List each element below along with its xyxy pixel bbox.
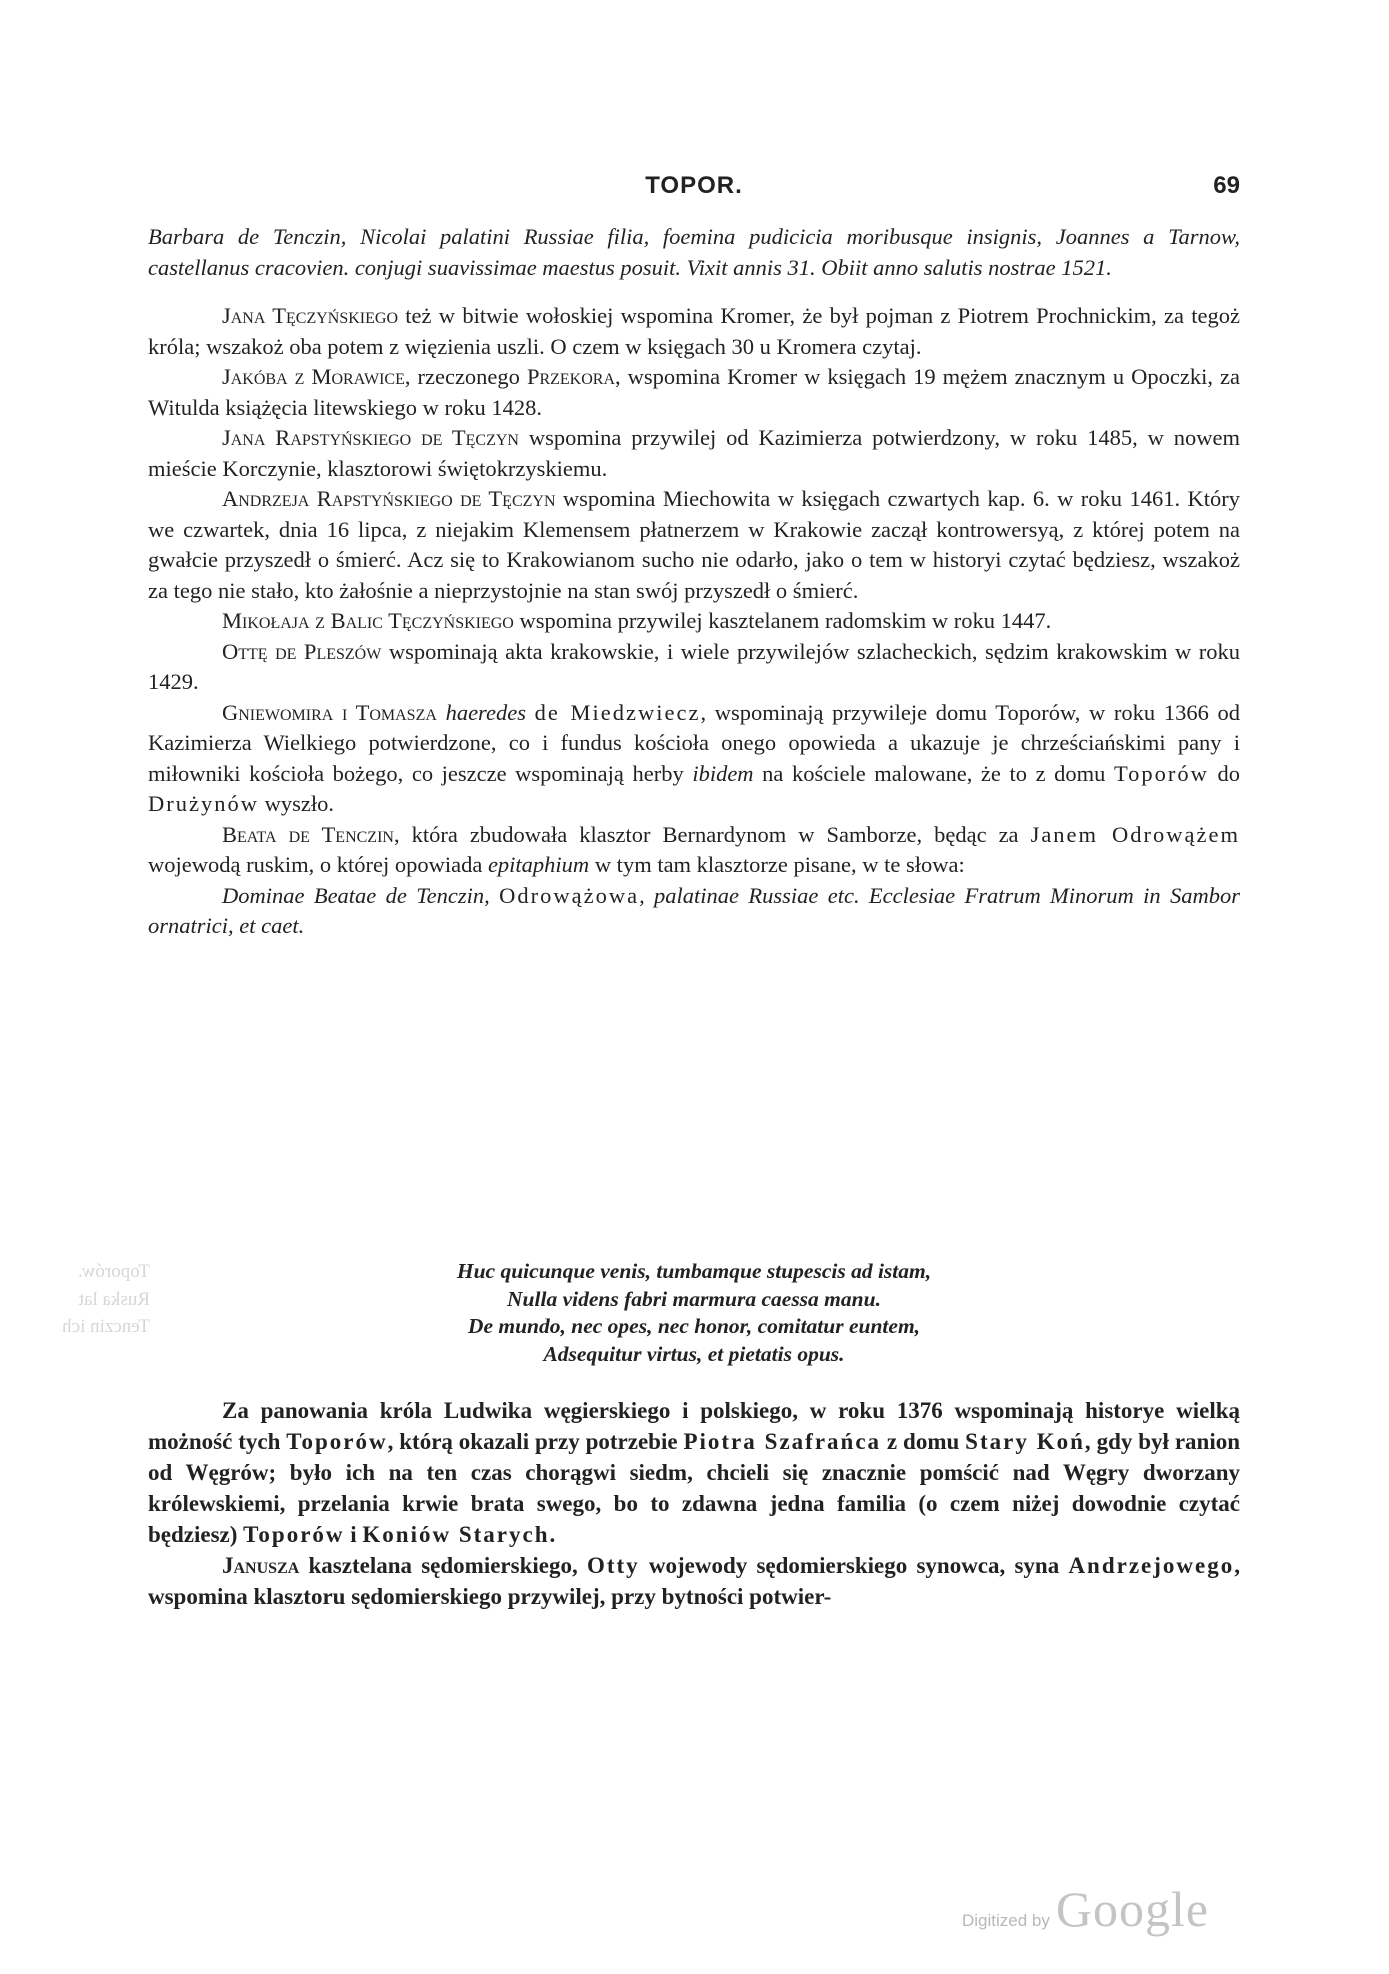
- paragraph-mikolaja-z-balic: [148, 606, 1240, 637]
- paragraph-text: , wspominają przywileje domu Toporów, w roku 1366 od Kazimierza Wielkiego potwierdzone, co i fundus kościoła onego opowieda a ukazuje je chrześciańskimi pany i miłowniki kościoła bożego, co jeszcze wspominają herby: [148, 699, 1240, 786]
- family-name: Toporów: [286, 1429, 388, 1454]
- paragraph-text: do: [1208, 760, 1240, 786]
- person-name-spaced: Andrzejowego: [1068, 1553, 1235, 1578]
- paragraph-text: wspomina przywilej od Kazimierza potwierdzony, w roku 1485, w nowem mieście Korczynie, klasztorowi świętokrzyskiemu.: [148, 425, 1240, 481]
- main-text: [148, 222, 1240, 942]
- paragraph-text: wspominają akta krakowskie, i wiele przywilejów szlacheckich, sędzim krakowskim w roku 1429.: [148, 638, 1240, 694]
- paragraph-text: na kościele malowane, że to z domu: [753, 760, 1114, 786]
- person-name: Beata de Tenczin: [222, 821, 394, 847]
- person-nickname: Przekora: [526, 364, 616, 389]
- google-watermark: [962, 1880, 1209, 1938]
- family-name: Toporów: [1113, 760, 1209, 786]
- paragraph-text: , która zbudowała klasztor Bernardynom w Samborze, będąc za: [393, 821, 1031, 847]
- person-name: Janusza: [222, 1553, 300, 1578]
- paragraph-otte-de-pleszow: [148, 637, 1240, 698]
- paragraph-gniewomira-i-tomasza: [148, 698, 1240, 820]
- lower-text: [148, 1395, 1240, 1612]
- person-name: Jana Rapstyńskiego de Tęczyn: [222, 425, 519, 450]
- page-title: TOPOR.: [645, 172, 743, 199]
- paragraph-text: wyszło.: [258, 791, 334, 816]
- paragraph-text: wojewodą ruskim, o której opowiada: [148, 852, 488, 877]
- family-name: Drużynów: [148, 791, 259, 816]
- paragraph-text: wspomina przywilej kasztelanem radomskim w roku 1447.: [513, 608, 1052, 633]
- latin-term: ibidem: [692, 760, 754, 786]
- verse-line: Huc quicunque venis, tumbamque stupescis ad istam,: [456, 1259, 932, 1283]
- latin-term: haeredes: [436, 699, 535, 725]
- person-name-spaced: Janem Odrowążem: [1030, 821, 1241, 847]
- bleed-through-text: Toporów. Ruska lat Tenczin ich: [62, 1261, 150, 1337]
- latin-text: , palatinae Russiae etc. Ecclesiae Fratrum Minorum in Sambor ornatrici, et caet.: [148, 882, 1240, 938]
- verse-line: Adsequitur virtus, et pietatis opus.: [543, 1341, 845, 1366]
- verse-line: De mundo, nec opes, nec honor, comitatur euntem,: [467, 1314, 921, 1338]
- epitaph-verse: [148, 1258, 1240, 1368]
- family-name: Koniów Starych: [362, 1522, 550, 1547]
- paragraph-jana-rapstynskiego: [148, 423, 1240, 484]
- paragraph-text: też w bitwie wołoskiej wspomina Kromer, że był pojman z Piotrem Prochnickim, za tegoż króla; wszakoż oba potem z więzienia uszli. O czem w księgach 30 u Kromera czytaj.: [148, 303, 1241, 359]
- coat-of-arms-name: Stary Koń: [965, 1429, 1085, 1454]
- google-logo: Google: [1055, 1881, 1210, 1937]
- latin-dedication: [148, 881, 1240, 942]
- paragraph-janusza: Janusza kasztelana sędomierskiego, Otty wojewody sędomierskiego synowca, syna Andrzejowego, wspomina klasztoru sędomierskiego przywilej, przy bytności potwier-: [148, 1553, 1240, 1609]
- paragraph-krol-ludwik: Za panowania króla Ludwika węgierskiego i polskiego, w roku 1376 wspominają historye wielką możność tych Toporów, którą okazali przy potrzebie Piotra Szafrańca z domu Stary Koń, gdy był ranion od Węgrów; było ich na ten czas chorągwi siedm, chcieli się znacznie pomścić nad Węgry dworzany królewskiemi, przelania krwie brata swego, bo to zdawna jedna familia (o czem niżej dowodnie czytać będziesz) Toporów i Koniów Starych.: [148, 1398, 1241, 1547]
- place-name: de Miedzwiecz: [534, 699, 701, 725]
- person-name-spaced: Piotra Szafrańca: [683, 1429, 882, 1454]
- person-name: Jakóba z Morawice: [222, 364, 405, 389]
- paragraph-jakoba-z-morawice: [148, 362, 1240, 423]
- family-name: Toporów: [243, 1522, 345, 1547]
- paragraph-text: , rzeczonego: [404, 364, 527, 389]
- paragraph-beata-de-tenczin: [148, 820, 1240, 881]
- verse-line: Nulla videns fabri marmura caessa manu.: [507, 1286, 881, 1311]
- latin-epitaph-paragraph: Barbara de Tenczin, Nicolai palatini Russiae filia, foemina pudicicia moribusque insignis, Joannes a Tarnow, castellanus cracovien. conjugi suavissimae maestus posuit. Vixit annis 31. Obiit anno salutis nostrae 1521.: [148, 224, 1240, 280]
- person-name: Jana Tęczyńskiego: [222, 303, 399, 328]
- paragraph-text: w tym tam klasztorze pisane, w te słowa:: [589, 852, 965, 877]
- person-name: Gniewomira i Tomasza: [222, 699, 437, 725]
- page-number: 69: [1213, 172, 1240, 199]
- paragraph-jana-teczynskiego: [148, 301, 1240, 362]
- family-name: Odrowążowa: [499, 882, 640, 908]
- person-name: Andrzeja Rapstyńskiego de Tęczyn: [222, 486, 556, 511]
- paragraph-text: wspomina Miechowita w księgach czwartych kap. 6. w roku 1461. Który we czwartek, dnia 16 lipca, z niejakim Klemensem płatnerzem w Krakowie zaczął kontrowersyą, z której potem na gwałcie przyszedł o śmierć. Acz się to Krakowianom sucho nie odarło, jako o tem w historyi czytać będziesz, wszakoż za tego nie stało, kto żałośnie a nieprzystojnie na stan swój przyszedł o śmierć.: [148, 486, 1240, 603]
- latin-term: epitaphium: [487, 852, 590, 877]
- watermark-prefix: Digitized by: [962, 1911, 1050, 1930]
- person-name: Ottę de Pleszów: [222, 638, 382, 664]
- paragraph-andrzeja-rapstynskiego: [148, 484, 1240, 606]
- latin-text: Dominae Beatae de Tenczin,: [222, 882, 500, 908]
- person-name: Mikołaja z Balic Tęczyńskiego: [222, 608, 514, 633]
- running-header: [148, 172, 1240, 206]
- person-name-spaced: Otty: [586, 1553, 640, 1578]
- paragraph-text: , wspomina Kromer w księgach 19 mężem znacznym u Opoczki, za Witulda książęcia litewskiego w roku 1428.: [148, 364, 1240, 420]
